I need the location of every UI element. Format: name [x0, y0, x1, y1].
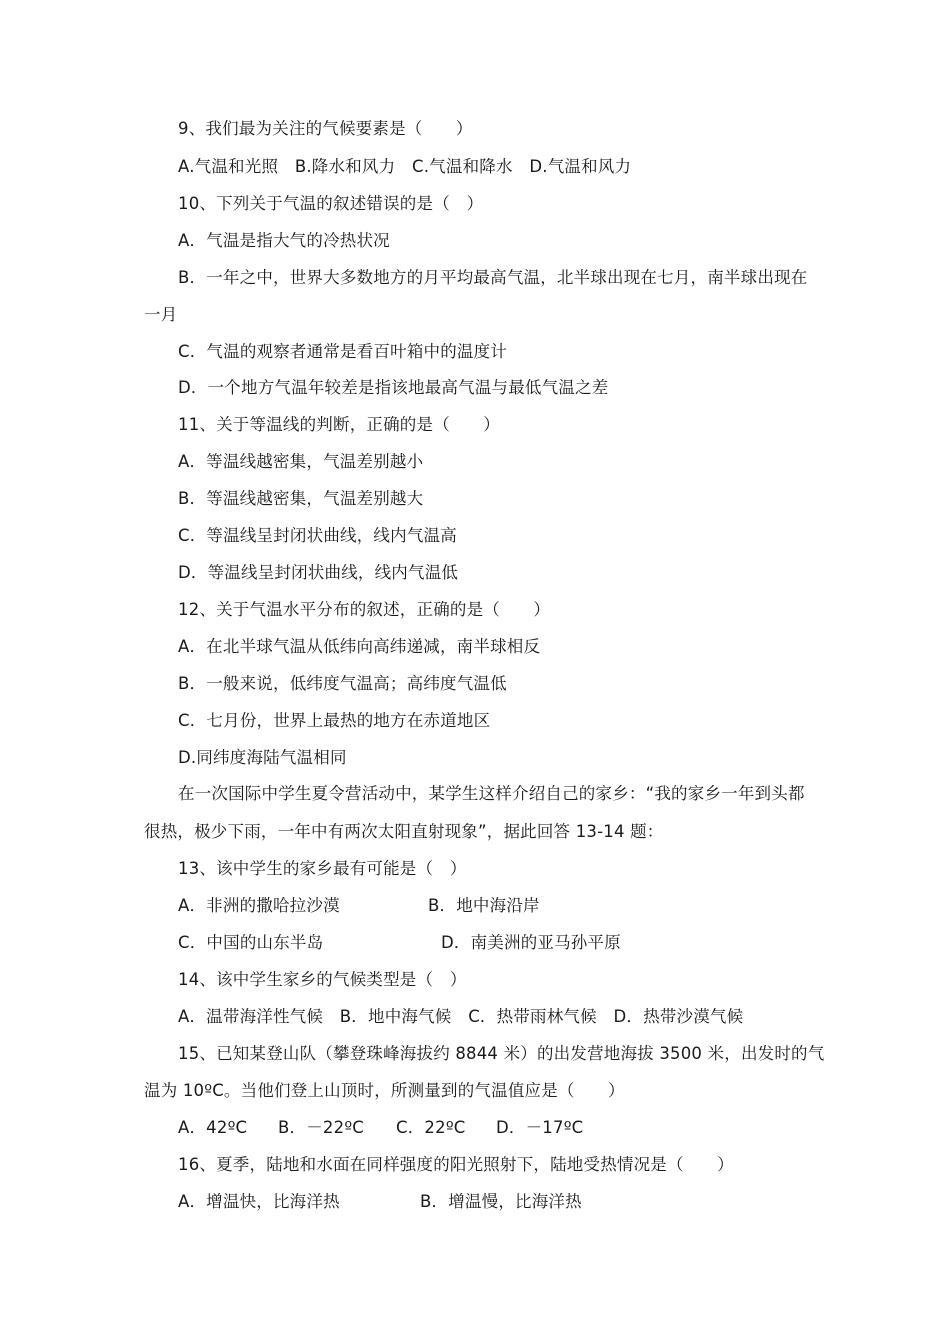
question-12-stem: 12、关于气温水平分布的叙述，正确的是（ ） [178, 600, 551, 619]
passage-line-1: 在一次国际中学生夏令营活动中，某学生这样介绍自己的家乡：“我的家乡一年到头都 [178, 784, 805, 803]
question-11-option-d: D．等温线呈封闭状曲线，线内气温低 [178, 563, 459, 582]
question-10-option-d: D．一个地方气温年较差是指该地最高气温与最低气温之差 [178, 378, 609, 397]
question-9-stem: 9、我们最为关注的气候要素是（ ） [178, 119, 473, 138]
question-15-option-b: B．－22ºC [278, 1118, 365, 1137]
question-15-stem-line2: 温为 10ºC。当他们登上山顶时，所测量到的气温值应是（ ） [144, 1081, 625, 1100]
question-15-option-c: C．22ºC [396, 1118, 466, 1137]
question-13-option-a: A．非洲的撒哈拉沙漠 [178, 896, 340, 915]
question-14-options: A．温带海洋性气候 B．地中海气候 C．热带雨林气候 D．热带沙漠气候 [178, 1007, 744, 1026]
question-10-stem: 10、下列关于气温的叙述错误的是（ ） [178, 194, 484, 213]
question-15-option-a: A．42ºC [178, 1118, 248, 1137]
question-11-option-c: C．等温线呈封闭状曲线，线内气温高 [178, 526, 457, 545]
question-10-option-b-line1: B．一年之中，世界大多数地方的月平均最高气温，北半球出现在七月，南半球出现在 [178, 268, 808, 287]
question-16-stem: 16、夏季，陆地和水面在同样强度的阳光照射下，陆地受热情况是（ ） [178, 1155, 734, 1174]
question-10-option-c: C．气温的观察者通常是看百叶箱中的温度计 [178, 342, 508, 361]
question-15-stem-line1: 15、已知某登山队（攀登珠峰海拔约 8844 米）的出发营地海拔 3500 米，出发时的气 [178, 1044, 825, 1063]
question-11-stem: 11、关于等温线的判断，正确的是（ ） [178, 415, 500, 434]
question-10-option-b-line2: 一月 [144, 305, 178, 324]
question-10-option-a: A．气温是指大气的冷热状况 [178, 231, 390, 250]
question-12-option-c: C．七月份，世界上最热的地方在赤道地区 [178, 711, 491, 730]
question-12-option-a: A．在北半球气温从低纬向高纬递减，南半球相反 [178, 637, 541, 656]
question-9-options: A.气温和光照 B.降水和风力 C.气温和降水 D.气温和风力 [178, 157, 632, 176]
question-11-option-b: B．等温线越密集，气温差别越大 [178, 489, 424, 508]
question-13-option-c: C．中国的山东半岛 [178, 933, 324, 952]
question-11-option-a: A．等温线越密集，气温差别越小 [178, 452, 424, 471]
question-12-option-d: D.同纬度海陆气温相同 [178, 748, 347, 767]
question-12-option-b: B．一般来说，低纬度气温高；高纬度气温低 [178, 674, 507, 693]
question-13-stem: 13、该中学生的家乡最有可能是（ ） [178, 859, 467, 878]
question-14-stem: 14、该中学生家乡的气候类型是（ ） [178, 970, 467, 989]
question-13-option-b: B．地中海沿岸 [428, 896, 540, 915]
question-16-option-b: B．增温慢，比海洋热 [420, 1192, 582, 1211]
question-13-option-d: D．南美洲的亚马孙平原 [441, 933, 621, 952]
question-16-option-a: A．增温快，比海洋热 [178, 1192, 340, 1211]
passage-line-2: 很热，极少下雨，一年中有两次太阳直射现象”，据此回答 13-14 题： [144, 822, 664, 841]
question-15-option-d: D．－17ºC [496, 1118, 584, 1137]
